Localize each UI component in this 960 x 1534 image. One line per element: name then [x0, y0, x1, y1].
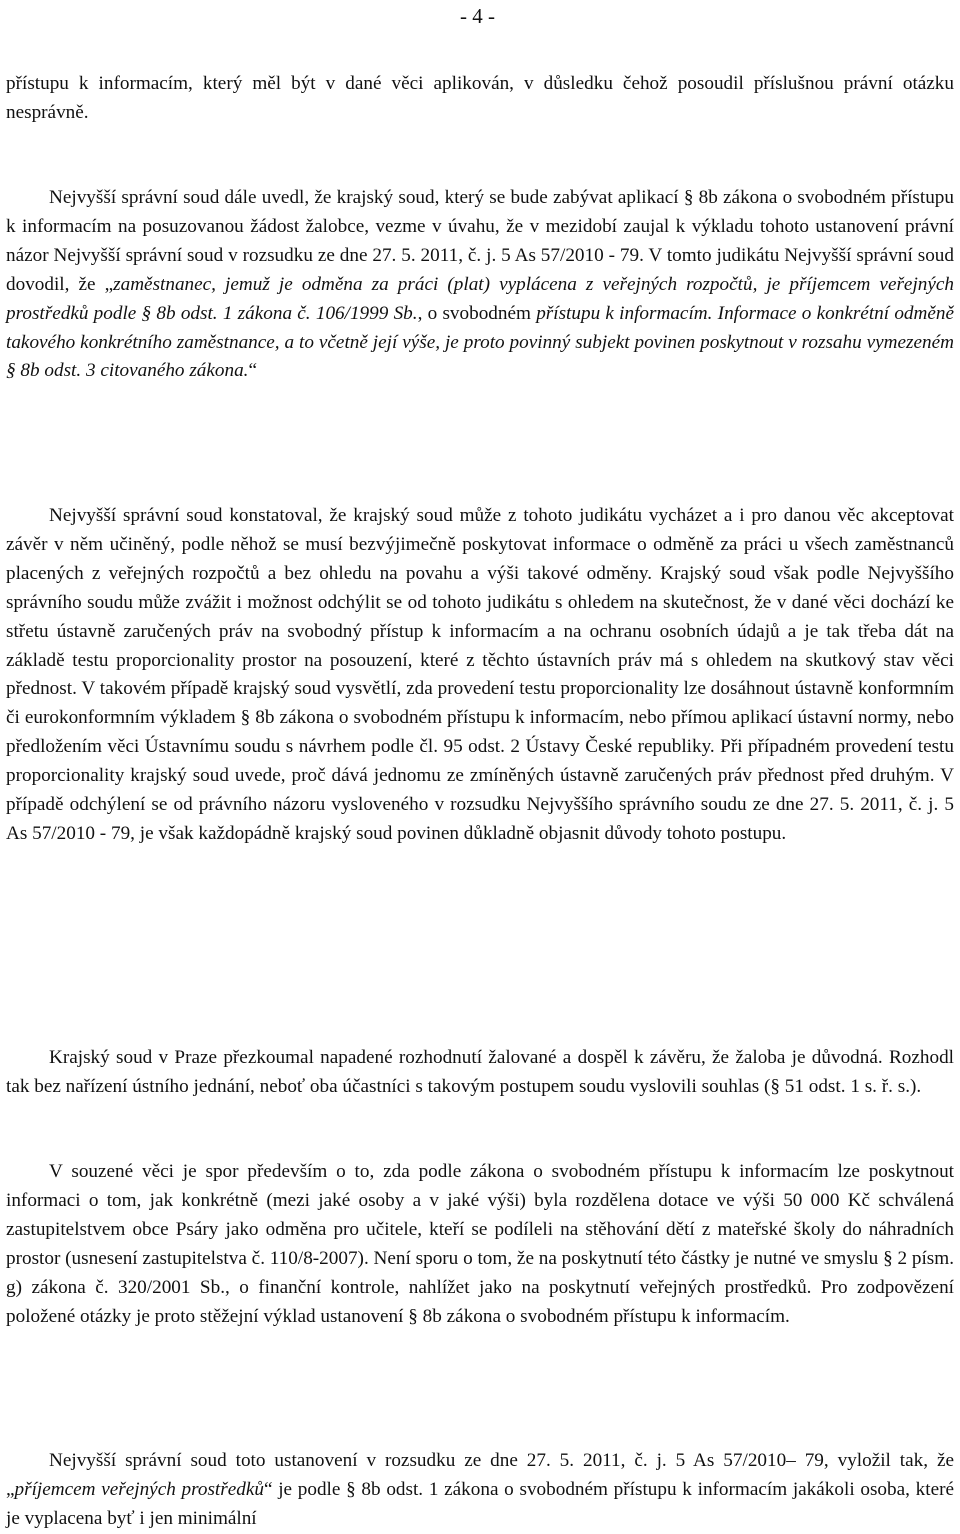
- paragraph-judgment-summary: [6, 184, 954, 386]
- page-number: - 4 -: [460, 4, 495, 28]
- quoted-text: zaměstnanec, jemuž je odměna za práci (plat) vyplácena z veřejných rozpočtů, je příjemcem veřejných prostředků podle § 8b odst. 1 zákona č. 106/1999 Sb.: [6, 273, 954, 324]
- quoted-text: příjemcem veřejných prostředků: [14, 1478, 264, 1500]
- paragraph-continuation: přístupu k informacím, který měl být v dané věci aplikován, v důsledku čehož posoudil příslušnou právní otázku nesprávně.: [6, 73, 954, 123]
- paragraph-interpretation: [6, 1447, 954, 1534]
- paragraph-text: Nejvyšší správní soud toto ustanovení v rozsudku ze dne 27. 5. 2011, č. j. 5 As 57/2010– 79, vyložil tak, že „: [6, 1450, 954, 1500]
- quoted-text: přístupu k informacím. Informace o konkrétní odměně takového konkrétního zaměstnance, a to včetně její výše, je proto povinný subjekt povinen poskytnout v rozsahu vymezeném § 8b odst. 3 citovaného zákona.: [6, 302, 954, 382]
- paragraph-court-statement: Nejvyšší správní soud konstatoval, že krajský soud může z tohoto judikátu vycházet a i pro danou věc akceptovat závěr v něm učiněný, podle něhož se musí bezvýjimečně poskytovat informace o odměně za práci u všech zaměstnanců placených z veřejných rozpočtů a bez ohledu na povahu a výši takové odměny. Krajský soud však podle Nejvyššího správního soudu může zvážit i možnost odchýlit se od tohoto judikátu s ohledem na skutečnost, že v dané věci dochází ke střetu ústavně zaručených práv na svobodný přístup k informacím a na ochranu osobních údajů a je tak třeba dát na základě testu proporcionality prostor na posouzení, které z těchto ústavních práv má s ohledem na skutkový stav věci přednost. V takovém případě krajský soud vysvětlí, zda provedení testu proporcionality lze dosáhnout ústavně konformním či eurokonformním výkladem § 8b zákona o svobodném přístupu k informacím, nebo přímou aplikací ústavní normy, nebo předložením věci Ústavnímu soudu s návrhem podle čl. 95 odst. 2 Ústavy České republiky. Při případném provedení testu proporcionality krajský soud uvede, proč dává jednomu ze zmíněných ústavně zaručených práv přednost před druhým. V případě odchýlení se od právního názoru vysloveného v rozsudku Nejvyššího správního soudu ze dne 27. 5. 2011, č. j. 5 As 57/2010 - 79, je však každopádně krajský soud povinen důkladně objasnit důvody tohoto postupu.: [6, 505, 954, 844]
- paragraph-text: “ je podle § 8b odst. 1 zákona o svobodném přístupu k informacím jakákoli osoba, které je vyplacena byť i jen minimální: [6, 1478, 954, 1529]
- paragraph-review: Krajský soud v Praze přezkoumal napadené rozhodnutí žalované a dospěl k závěru, že žaloba je důvodná. Rozhodl tak bez nařízení ústního jednání, neboť oba účastníci s takovým postupem soudu vyslovili souhlas (§ 51 odst. 1 s. ř. s.).: [6, 1047, 954, 1097]
- paragraph-dispute: V souzené věci je spor především o to, zda podle zákona o svobodném přístupu k informacím lze poskytnout informaci o tom, jak konkrétně (mezi jaké osoby a v jaké výši) byla rozdělena dotace ve výši 50 000 Kč schválená zastupitelstvem obce Psáry jako odměna pro učitele, kteří se podíleli na stěhování dětí z mateřské školy do náhradních prostor (usnesení zastupitelstva č. 110/8-2007). Není sporu o tom, že na poskytnutí této částky je nutné ve smyslu § 2 písm. g) zákona č. 320/2001 Sb., o finanční kontrole, nahlížet jako na poskytnutí veřejných prostředků. Pro zodpovězení položené otázky je proto stěžejní výklad ustanovení § 8b zákona o svobodném přístupu k informacím.: [6, 1161, 954, 1327]
- paragraph-text: Nejvyšší správní soud dále uvedl, že krajský soud, který se bude zabývat aplikací § 8b zákona o svobodném přístupu k informacím na posuzovanou žádost žalobce, vezme v úvahu, že v mezidobí zaujal k výkladu tohoto ustanovení právní názor Nejvyšší správní soud v rozsudku ze dne 27. 5. 2011, č. j. 5 As 57/2010 - 79. V tomto judikátu Nejvyšší správní soud dovodil, že „: [6, 187, 954, 295]
- closing-quote: “: [248, 360, 258, 382]
- paragraph-text: , o svobodném: [417, 302, 537, 324]
